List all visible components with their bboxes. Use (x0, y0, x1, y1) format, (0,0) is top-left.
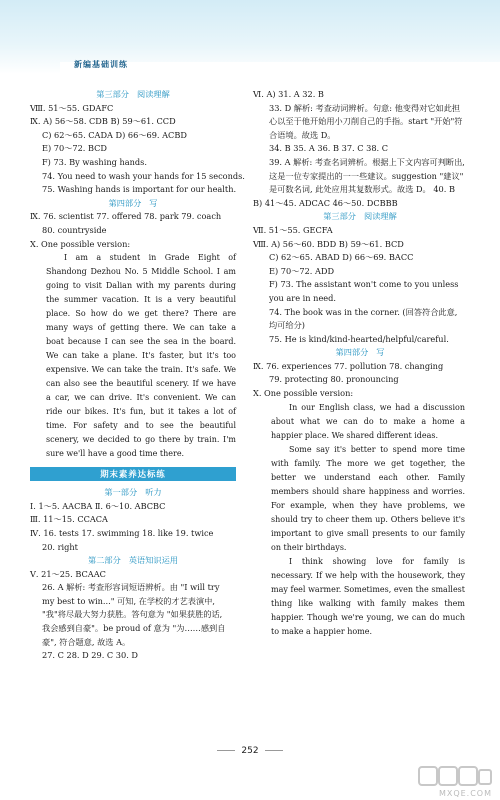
answer-explanation: 26. A 解析: 考查形容词短语辨析。由 "I will try my best to win..." 可知, 在学校的才艺表演中, "我"将尽最大努力获胜。答句意为 "如果获胜的话, 我会感到自豪"。be proud of 意为 "为……感到自豪", 符合题意, 故选 A。 (42, 582, 226, 647)
answer-line: Ⅷ. A) 56～60. BDD B) 59～61. BCD (253, 238, 404, 249)
answer-line: Ⅸ. 76. experiences 77. pollution 78. changing (253, 360, 444, 371)
answer-line: C) 62～65. ABAD D) 66～69. BACC (269, 252, 414, 263)
section-title: 第四部分 写 (335, 347, 385, 358)
page-number: 252 (0, 746, 500, 756)
answer-line: Ⅸ. A) 56～58. CDB B) 59～61. CCD (30, 116, 176, 127)
chapter-bar: 期末素养达标练 (30, 467, 236, 481)
answer-explanation: 39. A 解析: 考查名词辨析。根据上下文内容可判断出, 这是一位专家提出的一一些建议。suggestion "建议" 是可数名词, 此处应用其复数形式。故选 D。 40. B (269, 156, 465, 195)
answer-line: 27. C 28. D 29. C 30. D (42, 650, 138, 661)
answer-line: E) 70～72. ADD (269, 265, 335, 276)
answer-line: F) 73. The assistant won't come to you unless you are in need. (269, 279, 459, 303)
answer-line: 74. The book was in the corner. (回答符合此意, 均可给分) (269, 306, 458, 331)
answer-line: 79. protecting 80. pronouncing (269, 374, 399, 385)
answer-line: Ⅳ. 16. tests 17. swimming 18. like 19. twice (30, 527, 214, 538)
answer-line: B) 41～45. ADCAC 46～50. DCBBB (253, 197, 398, 208)
answer-line: Ⅹ. One possible version: (30, 238, 131, 249)
answer-line: 75. He is kind/kind-hearted/helpful/careful. (269, 333, 449, 344)
answer-line: Ⅷ. 51～55. GDAFC (30, 102, 114, 113)
answer-line: E) 70～72. BCD (42, 143, 108, 154)
right-column (253, 88, 467, 639)
watermark-text: MXQE.COM (438, 789, 492, 798)
answer-line: Ⅴ. 21～25. BCAAC (30, 568, 106, 579)
answer-line: Ⅸ. 76. scientist 77. offered 78. park 79. coach (30, 211, 222, 222)
answer-line: 20. right (42, 541, 78, 552)
answer-line: Ⅶ. 51～55. GECFA (253, 224, 333, 235)
answer-line: Ⅲ. 11～15. CCACA (30, 514, 108, 525)
left-column (30, 88, 245, 663)
watermark-logo-icon (418, 766, 494, 788)
answer-line: Ⅵ. A) 31. A 32. B (253, 89, 324, 99)
answer-line: Ⅹ. One possible version: (253, 388, 354, 399)
answer-line: 80. countryside (42, 224, 107, 235)
header-title: 新编基础训练 (74, 60, 128, 69)
essay: In our English class, we had a discussion about what we can do to make a home a happier place. We shared different ideas. Some say it's better to spend more time with family. The more we get together, the better we understand each other. Family members should share happiness and worries. For example, when they have problems, we should try to cheer them up. Others believe it's important to give small presents to our family on their birthdays. I think showing love for family is necessary. If we help with the housework, they may feel warmer. Sometimes, even the smallest thing like walking with family makes them happier. Though we're young, we can do much to make a happier home. (271, 402, 465, 636)
answer-line: Ⅰ. 1～5. AACBA Ⅱ. 6～10. ABCBC (30, 500, 166, 511)
answer-line: F) 73. By washing hands. (42, 156, 147, 167)
answer-line: 75. Washing hands is important for our health. (42, 184, 237, 195)
essay: I am a student in Grade Eight of Shandong Dezhou No. 5 Middle School. I am going to visit Dalian with my parents during the summer vacation. It is a very beautiful place. So how do we get there? There are many ways of getting there. We can take a boat because I can see the sea in the board. We can take a plane. It's faster, but it's too expensive. We can take the train. It's safe. We can also see the beautiful scenery. If we have a car, we can drive. It's convenient. We can ride our bikes. It's fun, but it takes a lot of time. For safety and to see the beautiful scenery, we decided to go there by train. I'm sure we'll have a good time there. (46, 253, 236, 459)
section-title: 第二部分 英语知识运用 (88, 555, 178, 566)
section-title: 第三部分 阅读理解 (96, 89, 170, 99)
section-title: 第一部分 听力 (104, 487, 162, 498)
answer-line: C) 62～65. CADA D) 66～69. ACBD (42, 129, 187, 140)
answer-explanation: 33. D 解析: 考查动词辨析。句意: 他变得对它如此担心以至于他开始用小刀削自己的手指。start "开始"符合语境。故选 D。 (269, 102, 463, 140)
section-title: 第四部分 写 (108, 197, 158, 208)
answer-line: 34. B 35. A 36. B 37. C 38. C (269, 143, 389, 154)
section-title: 第三部分 阅读理解 (323, 211, 397, 222)
answer-line: 74. You need to wash your hands for 15 seconds. (42, 170, 245, 181)
